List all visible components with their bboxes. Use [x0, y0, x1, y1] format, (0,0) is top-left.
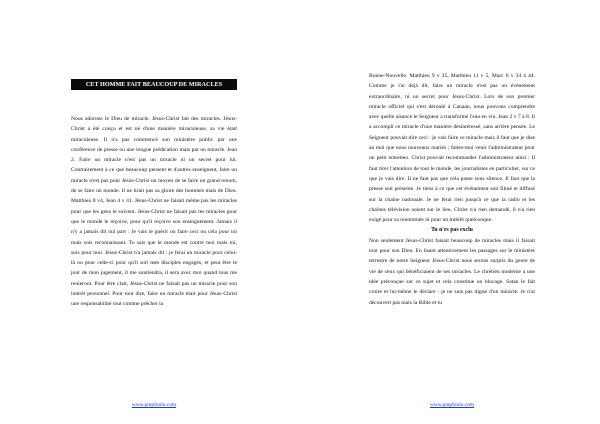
chapter-heading: CET HOMME FAIT BEAUCOUP DE MIRACLES	[71, 79, 237, 90]
right-body-text	[369, 71, 535, 308]
left-body-text: Nous adorons le Dieu de miracle. Jésus-Christ fait des miracles. Jésus-Christ a été conçu et est né d'une manière miraculeuse, sa vie était miraculeuse. Il n'a pas commencé son ministère public par une conférence de presse ou une longue prédication mais par un miracle. Jean 2. Faire un miracle n'est pas un miracle ni un secret pour lui. Contrairement à ce que beaucoup pensent et d'autres enseignent, faire un miracle n'est pas pour Jésus-Christ un moyen de se faire un grand renom, de se faire un monde. Il ne tirait pas sa gloire des hommes mais de Dieu. Matthieu 8 v4, Jean 4 v 41. Jésus-Christ ne faisait même pas les miracles pour que les gens le suivent. Jésus-Christ ne faisait pas les miracles pour que le monde le reçoive, pour qu'il reçoive son enseignement. Jamais il n'y a jamais dit nul part : Je vais te guérir ou faire ceci ou cela pour toi mais sois reconnaissant. Tu sais que le monde est contre moi mais toi, sois pour moi. Jésus-Christ n'a jamais dit : je ferai un miracle pour celui-là ou pour celle-ci pour qu'il soit mes disciples engagés, et peut être le jour de mon jugement, il me soutiendra, il sera avec moi quand tous me renieront. Pour être clair, Jésus-Christ ne faisait pas un miracle pour son intérêt personnel. Pour tout dire, faire un miracle était pour Jésus-Christ une responsabilité tout comme prêcher la	[71, 116, 237, 308]
left-footer-link[interactable]: www.pmpfoolu.com	[131, 402, 177, 408]
section-subheading: Tu n'es pas exclu	[431, 227, 473, 234]
left-page	[71, 0, 237, 424]
right-body-part1: Bonne-Nouvelle. Matthieu 9 v 35, Matthieu 11 v 5, Marc 6 v 34 à 44. Comme je l'ai déjà dit, faire un miracle n'est pas un événement extraordinaire, ni un secret pour Jésus-Christ. Lors de son premier miracle officiel qui s'est déroulé à Canaan, nous pouvons comprendre avec quelle aisance le Seigneur a transformé l'eau en vin. Jean 2 v 7 à 8. Il a accompli ce miracle d'une manière désintéressé, sans arrière pensée. Le Seigneur pouvait dire ceci : je vais faire ce miracle mais il faut que je dise au moi que nous nouveaux mariés ; faites-moi venir l'administrateur pour un petit entretien. Christ pouvait recommander l'administrateur ainsi : Il faut tirer l'attention de tout le monde, les journalistes en particulier, sur ce que je vais dire. Il ne faut pas que cela passe sous silence. Il faut que la presse soit présente. Je tiens à ce que cet événement soit filmé et diffusé sur la chaîne nationale. Je ne ferai rien jusqu'à ce que la radio et les chaînes télévision soient sur le lieu. Christ n'a rien demandé, il n'a rien exigé pour sa renommée ni pour un intérêt quelconque.	[369, 73, 535, 224]
right-page	[369, 0, 535, 424]
right-footer-link[interactable]: www.pmpfoolu.com	[429, 402, 475, 408]
right-body-part2: Non seulement Jésus-Christ faisait beaucoup de miracles mais il faisait tout pour son Dieu. En lisant attentivement les passages sur le ministère terrestre de notre Seigneur Jésus-Christ nous serons surpris du genre de vie de ceux qui bénéficiaient de ses miracles. Le chrétien moderne a une idée préconçue sur ce sujet et cela constitue un blocage. Satan le fait croire et lui-même le déclare : je ne suis pas digne d'un miracle. Je n'ai découvert pas mais la Bible et tu	[369, 237, 535, 306]
